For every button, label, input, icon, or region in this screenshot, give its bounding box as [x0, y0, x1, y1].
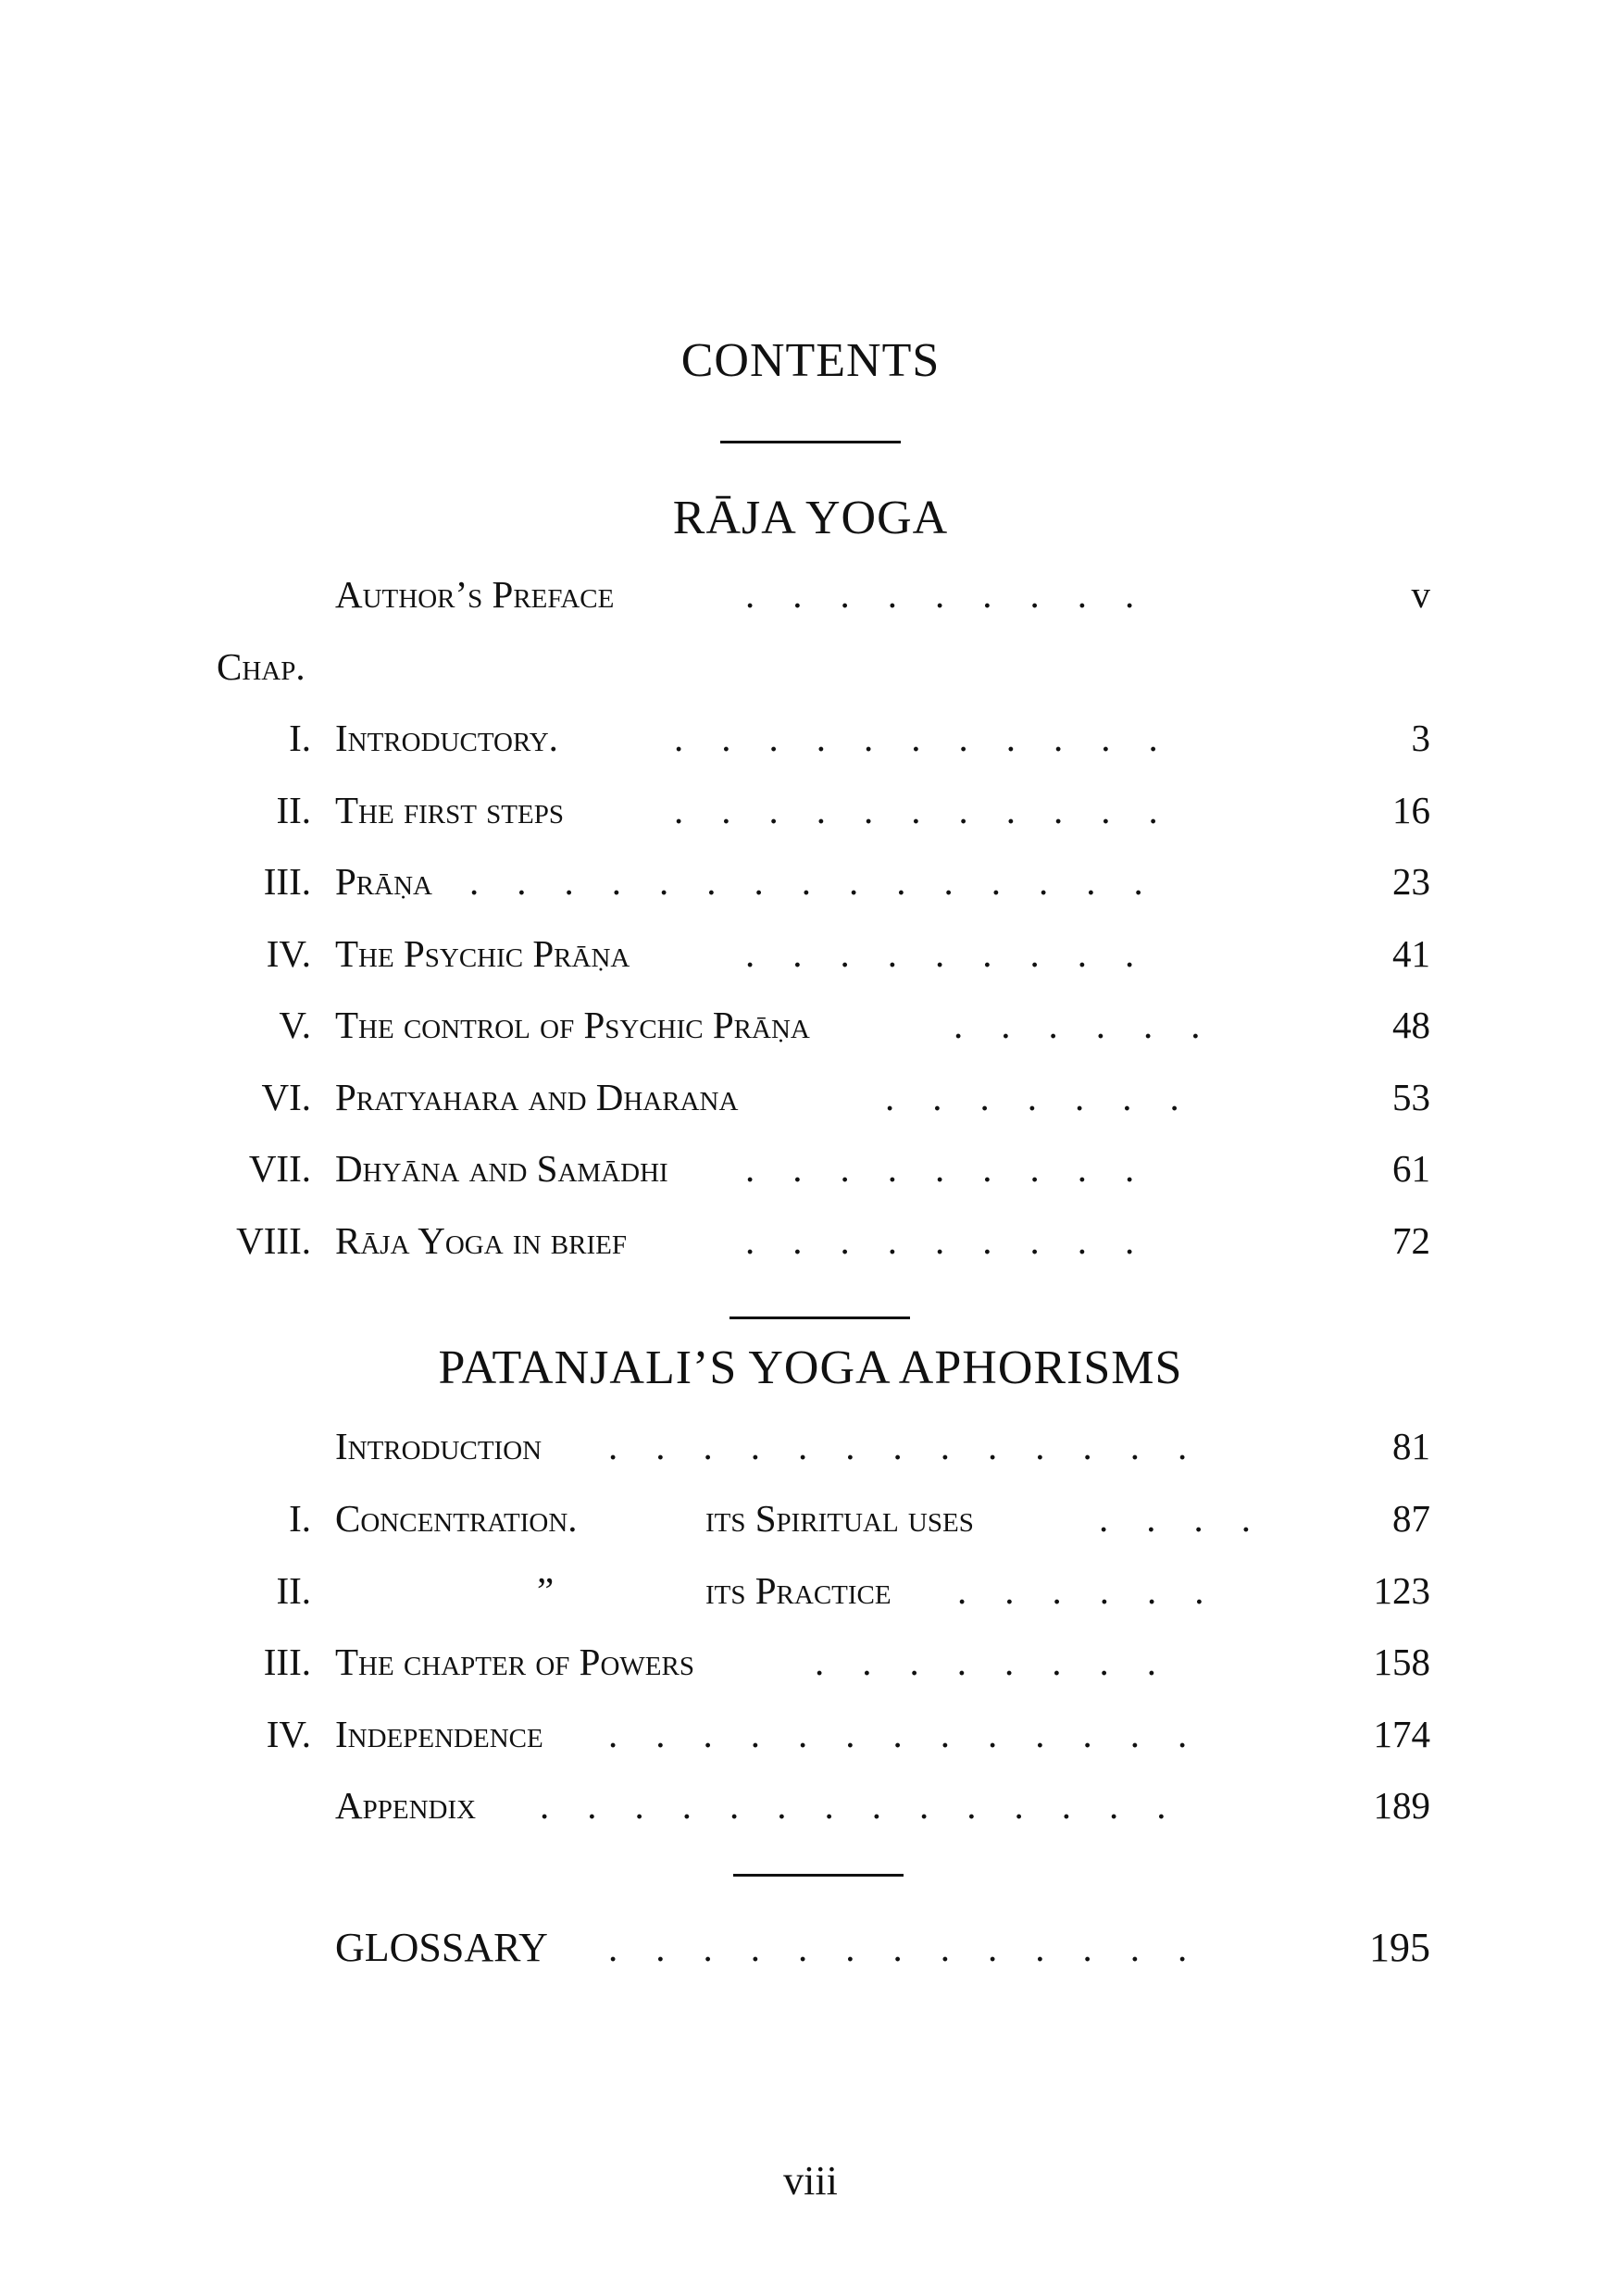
toc-entry[interactable]	[0, 1213, 1621, 1268]
toc-entry[interactable]	[0, 1491, 1621, 1546]
entry-title: Appendix	[335, 1784, 477, 1827]
entry-title: Rāja Yoga in brief	[335, 1219, 627, 1262]
leader-dots: . . . . . . . . . . . . . .	[540, 1784, 1166, 1827]
leader-dots: . . . . . . . . . . . . .	[608, 1425, 1188, 1467]
toc-entry-preface[interactable]	[0, 567, 1621, 622]
entry-title: GLOSSARY	[335, 1925, 548, 1970]
chapter-number: VI.	[261, 1076, 311, 1118]
chapter-number: III.	[263, 860, 311, 903]
entry-title: The chapter of Powers	[335, 1641, 694, 1683]
chapter-number: VIII.	[236, 1219, 311, 1262]
divider-rule	[720, 441, 901, 443]
leader-dots: . . . . . .	[957, 1569, 1204, 1612]
entry-page: 61	[1392, 1147, 1430, 1190]
chapter-number: I.	[289, 1497, 311, 1540]
entry-title: Prāṇa	[335, 860, 432, 903]
toc-entry[interactable]	[0, 854, 1621, 909]
page-number: viii	[783, 2158, 838, 2203]
toc-entry[interactable]	[0, 997, 1621, 1053]
toc-entry[interactable]	[0, 710, 1621, 766]
leader-dots: . . . . . . .	[885, 1076, 1179, 1118]
entry-title: Pratyahara and Dharana	[335, 1076, 739, 1118]
leader-dots: . . . . . .	[954, 1004, 1201, 1046]
toc-entry-introduction[interactable]	[0, 1418, 1621, 1474]
entry-subtitle: its Practice	[705, 1569, 892, 1612]
entry-page: 123	[1373, 1569, 1430, 1612]
entry-title: Dhyāna and Samādhi	[335, 1147, 668, 1190]
ditto-mark: ”	[537, 1569, 555, 1612]
entry-page: 53	[1392, 1076, 1430, 1118]
toc-entry[interactable]	[0, 1706, 1621, 1762]
entry-page: 81	[1392, 1425, 1430, 1467]
leader-dots: . . . . . . . . . . . . . . .	[469, 860, 1143, 903]
entry-page: 48	[1392, 1004, 1430, 1046]
chapter-number: III.	[263, 1641, 311, 1683]
leader-dots: . . . . . . . . .	[745, 932, 1135, 975]
contents-title: CONTENTS	[680, 334, 941, 387]
leader-dots: . . . .	[1099, 1497, 1251, 1540]
entry-page: 23	[1392, 860, 1430, 903]
entry-page: 87	[1392, 1497, 1430, 1540]
entry-title: Author’s Preface	[335, 573, 615, 616]
chapter-number: I.	[289, 717, 311, 759]
chap-label: Chap.	[217, 645, 305, 688]
entry-page: 3	[1411, 717, 1430, 759]
divider-rule	[729, 1316, 910, 1319]
entry-page: 158	[1373, 1641, 1430, 1683]
toc-entry[interactable]	[0, 782, 1621, 838]
chapter-number: IV.	[266, 932, 311, 975]
entry-page: v	[1411, 573, 1430, 616]
part-heading-aphorisms: PATANJALI’S YOGA APHORISMS	[438, 1341, 1183, 1394]
part-heading-raja-yoga: RĀJA YOGA	[672, 492, 949, 544]
entry-page: 189	[1373, 1784, 1430, 1827]
chapter-number: IV.	[266, 1713, 311, 1755]
chapter-number: VII.	[248, 1147, 311, 1190]
entry-title: Introduction	[335, 1425, 542, 1467]
leader-dots: . . . . . . . .	[815, 1641, 1156, 1683]
divider-rule	[733, 1874, 904, 1877]
chap-label-row	[0, 639, 1621, 694]
toc-entry[interactable]	[0, 1563, 1621, 1618]
leader-dots: . . . . . . . . .	[745, 1219, 1135, 1262]
entry-page: 72	[1392, 1219, 1430, 1262]
toc-entry[interactable]	[0, 1069, 1621, 1125]
leader-dots: . . . . . . . . . . . . .	[608, 1713, 1188, 1755]
toc-entry[interactable]	[0, 1634, 1621, 1690]
entry-title: The control of Psychic Prāṇa	[335, 1004, 810, 1046]
entry-subtitle: its Spiritual uses	[705, 1497, 974, 1540]
leader-dots: . . . . . . . . . . .	[674, 717, 1158, 759]
entry-title: The first steps	[335, 789, 564, 831]
entry-page: 174	[1373, 1713, 1430, 1755]
entry-title: Concentration.	[335, 1497, 578, 1540]
toc-entry-glossary[interactable]	[0, 1920, 1621, 1976]
chapter-number: II.	[276, 1569, 311, 1612]
leader-dots: . . . . . . . . .	[745, 1147, 1135, 1190]
leader-dots: . . . . . . . . .	[745, 573, 1135, 616]
chapter-number: V.	[279, 1004, 311, 1046]
entry-page: 16	[1392, 789, 1430, 831]
toc-entry[interactable]	[0, 1141, 1621, 1196]
chapter-number: II.	[276, 789, 311, 831]
leader-dots: . . . . . . . . . . . . .	[608, 1927, 1188, 1969]
toc-entry[interactable]	[0, 926, 1621, 981]
entry-page: 41	[1392, 932, 1430, 975]
toc-entry-appendix[interactable]	[0, 1778, 1621, 1833]
entry-title: Introductory.	[335, 717, 558, 759]
leader-dots: . . . . . . . . . . .	[674, 789, 1158, 831]
entry-title: Independence	[335, 1713, 543, 1755]
entry-page: 195	[1369, 1925, 1430, 1970]
entry-title: The Psychic Prāṇa	[335, 932, 630, 975]
